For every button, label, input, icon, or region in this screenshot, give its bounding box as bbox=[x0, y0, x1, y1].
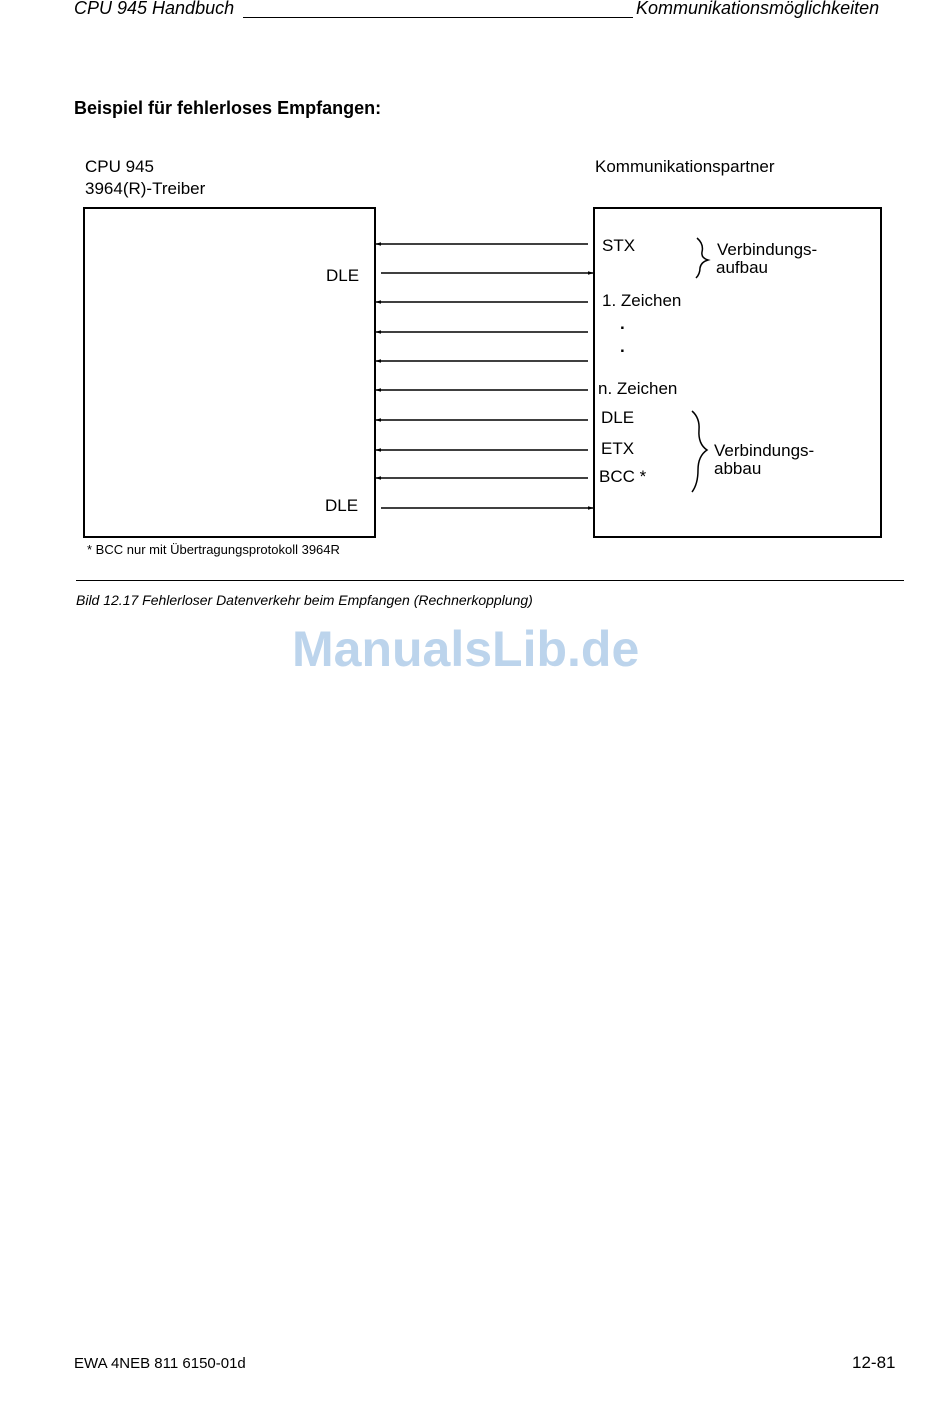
label-zeichen-1: 1. Zeichen bbox=[602, 291, 682, 310]
label-dle-2: DLE bbox=[325, 496, 359, 515]
driver-title: 3964(R)-Treiber bbox=[85, 179, 206, 198]
group-aufbau-line1: Verbindungs- bbox=[717, 240, 818, 259]
label-dot-1: . bbox=[620, 314, 625, 333]
figure-caption: Bild 12.17 Fehlerloser Datenverkehr beim Empfangen (Rechnerkopplung) bbox=[76, 592, 533, 608]
header-right: Kommunikationsmöglichkeiten bbox=[636, 0, 880, 18]
section-title: Beispiel für fehlerloses Empfangen: bbox=[74, 98, 382, 118]
label-zeichen-n: n. Zeichen bbox=[598, 379, 678, 398]
label-dle: DLE bbox=[601, 408, 635, 427]
brace-aufbau bbox=[696, 238, 708, 278]
header-left: CPU 945 Handbuch bbox=[74, 0, 235, 18]
partner-title: Kommunikationspartner bbox=[595, 157, 775, 176]
caption-rule bbox=[76, 580, 904, 581]
label-dot-2: . bbox=[620, 337, 625, 356]
group-aufbau-line2: aufbau bbox=[716, 258, 768, 277]
label-etx: ETX bbox=[601, 439, 635, 458]
footnote: * BCC nur mit Übertragungsprotokoll 3964R bbox=[87, 542, 340, 557]
label-bcc: BCC * bbox=[599, 467, 647, 486]
group-abbau-line2: abbau bbox=[714, 459, 762, 478]
label-dle-1: DLE bbox=[326, 266, 360, 285]
cpu-title: CPU 945 bbox=[85, 157, 154, 176]
watermark: ManualsLib.de bbox=[292, 621, 640, 677]
label-stx: STX bbox=[602, 236, 636, 255]
footer-left: EWA 4NEB 811 6150-01d bbox=[74, 1355, 246, 1372]
brace-abbau bbox=[692, 411, 707, 492]
page-number: 12-81 bbox=[852, 1353, 896, 1372]
group-abbau-line1: Verbindungs- bbox=[714, 441, 815, 460]
